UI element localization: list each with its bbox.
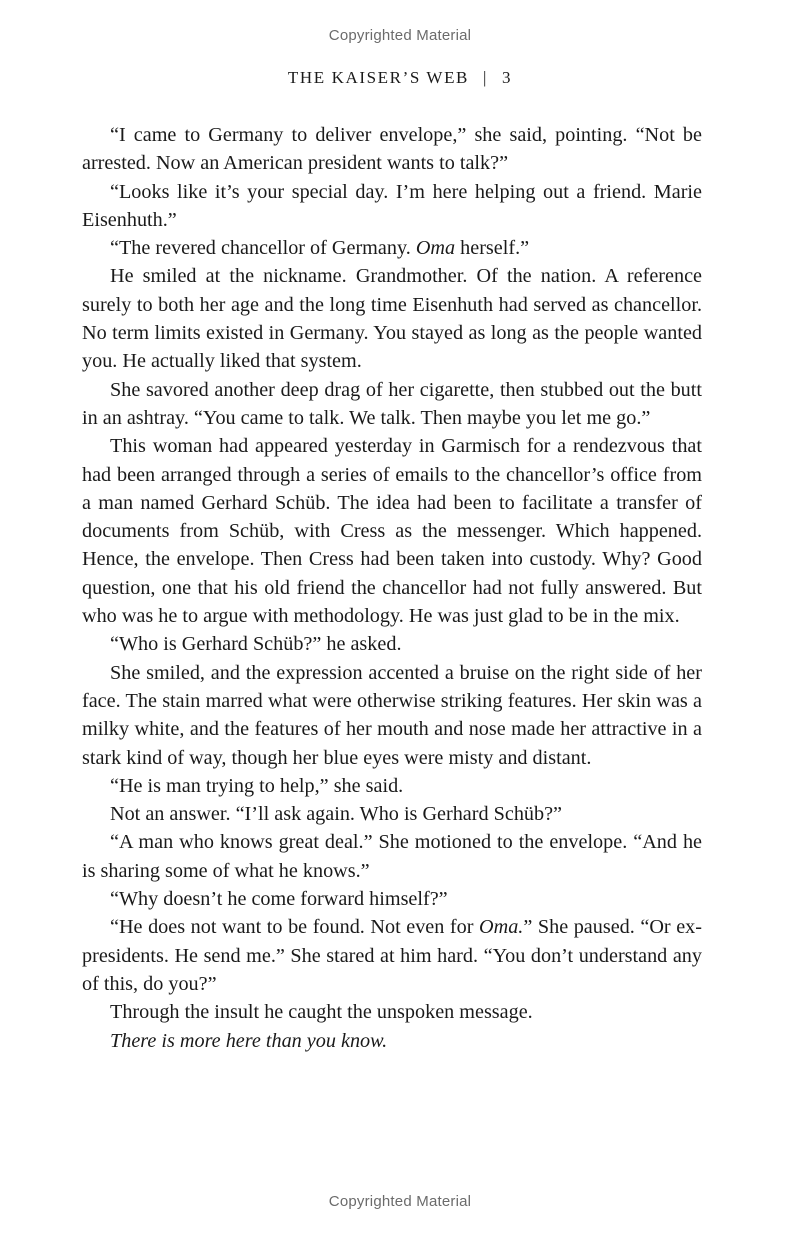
paragraph: He smiled at the nickname. Grandmother. Of the nation. A reference surely to both her age and the long time Eisenhuth had served as chancellor. No term limits existed in Germany. You stayed as long as the people wanted you. He actually liked that system. xyxy=(82,265,702,373)
paragraph: Through the insult he caught the unspoken message. xyxy=(110,1001,533,1024)
copyright-watermark-top: Copyrighted Material xyxy=(328,27,472,44)
running-header xyxy=(0,68,800,88)
paragraph: She savored another deep drag of her cigarette, then stubbed out the butt in an ashtray. “You came to talk. We talk. Then maybe you let me go.” xyxy=(82,378,702,429)
paragraph xyxy=(82,913,702,998)
paragraph: “He is man trying to help,” she said. xyxy=(110,774,404,797)
italic-thought xyxy=(82,1027,702,1055)
body-text xyxy=(82,121,702,1055)
italic-word: Oma. xyxy=(479,916,524,939)
paragraph: “Looks like it’s your special day. I’m here helping out a friend. Marie Eisenhuth.” xyxy=(82,180,702,231)
paragraph: She smiled, and the expression accented a bruise on the right side of her face. The stain marred what were otherwise striking features. Her skin was a milky white, and the features of her mouth and nose made her attractive in a stark kind of way, though her blue eyes were misty and distant. xyxy=(82,661,702,769)
italic-line: There is more here than you know. xyxy=(110,1029,388,1052)
book-title: THE KAISER’S WEB xyxy=(287,68,469,87)
paragraph-text: “The revered chancellor of Germany. xyxy=(110,237,416,260)
paragraph: “Who is Gerhard Schüb?” he asked. xyxy=(110,633,402,656)
paragraph xyxy=(82,234,702,262)
page-number: 3 xyxy=(502,68,513,87)
italic-word: Oma xyxy=(415,237,456,260)
paragraph: This woman had appeared yesterday in Garmisch for a rendezvous that had been arranged through a series of emails to the chancellor’s office from a man named Gerhard Schüb. The idea had been to facilitate a transfer of documents from Schüb, with Cress as the messenger. Which happened. Hence, the envelope. Then Cress had been taken into custody. Why? Good question, one that his old friend the chancellor had not fully answered. But who was he to argue with methodology. He was just glad to be in the mix. xyxy=(82,435,702,628)
paragraph-text: “He does not want to be found. Not even for xyxy=(110,916,480,939)
paragraph: Not an answer. “I’ll ask again. Who is Gerhard Schüb?” xyxy=(110,803,563,826)
paragraph-text: herself.” xyxy=(455,237,530,260)
paragraph: “A man who knows great deal.” She motioned to the envelope. “And he is sharing some of what he knows.” xyxy=(82,831,702,882)
copyright-watermark-bottom: Copyrighted Material xyxy=(328,1193,472,1210)
paragraph: “I came to Germany to deliver envelope,” she said, pointing. “Not be arrested. Now an American president wants to talk?” xyxy=(82,124,702,175)
paragraph-text: ” She paused. “Or ex-presidents. He send me.” She stared at him hard. “You don’t understand any of this, do you?” xyxy=(82,916,702,995)
header-separator: | xyxy=(483,68,489,87)
paragraph: “Why doesn’t he come forward himself?” xyxy=(110,888,448,911)
